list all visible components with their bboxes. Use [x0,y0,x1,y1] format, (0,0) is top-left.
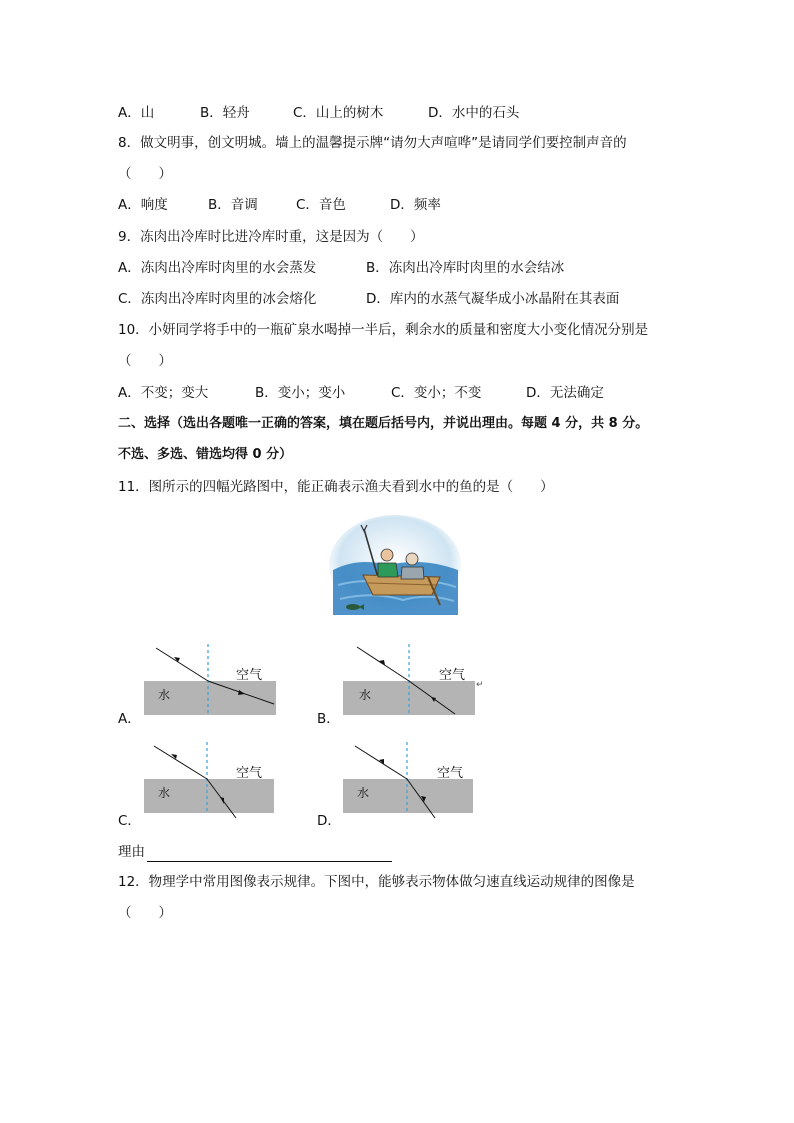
section-heading-cont: 不选、多选、错选均得 0 分） [118,447,293,462]
answer-blank: （ ） [118,166,172,182]
air-label: 空气 [236,668,263,683]
option: D．库内的水蒸气凝华成小冰晶附在其表面 [366,291,620,307]
choice-label: C． [118,813,141,829]
question-stem: 8．做文明事，创文明城。墙上的温馨提示牌“请勿大声喧哗”是请同学们要控制声音的 [118,135,627,151]
option: C．山上的树木 [293,105,384,121]
option: B．冻肉出冷库时肉里的水会结冰 [366,260,565,276]
question-stem: 11．图所示的四幅光路图中，能正确表示渔夫看到水中的鱼的是（ ） [118,479,554,495]
option: C．音色 [296,197,346,213]
choice-label: A． [118,711,141,727]
option: B．音调 [208,197,258,213]
air-label: 空气 [236,766,263,781]
answer-blank: （ ） [118,905,172,921]
reason-label: 理由 [118,844,145,860]
q7-options [118,103,519,123]
reason-answer-line[interactable] [147,847,392,862]
option: D．水中的石头 [428,105,520,121]
option: A．冻肉出冷库时肉里的水会蒸发 [118,260,317,276]
option: A．山 [118,105,155,121]
air-label: 空气 [437,766,464,781]
option: D．无法确定 [526,385,604,401]
option: C．冻肉出冷库时肉里的冰会熔化 [118,291,317,307]
reason-row [118,842,392,862]
question-stem: 10．小妍同学将手中的一瓶矿泉水喝掉一半后，剩余水的质量和密度大小变化情况分别是 [118,322,649,338]
answer-blank: （ ） [118,353,172,369]
option: C．变小；不变 [391,385,482,401]
section-heading: 二、选择（选出各题唯一正确的答案，填在题后括号内，并说出理由。每题 4 分，共 8 分。 [118,416,649,431]
water-label: 水 [357,786,370,800]
question-stem: 9．冻肉出冷库时比进冷库时重，这是因为（ ） [118,229,424,245]
question-stem: 12．物理学中常用图像表示规律。下图中，能够表示物体做匀速直线运动规律的图像是 [118,874,635,890]
option: A．响度 [118,197,168,213]
option: B．变小；变小 [255,385,346,401]
diagram-c-drawing [144,742,279,820]
water-label: 水 [158,688,171,702]
svg-text:↵: ↵ [476,680,484,690]
air-label: 空气 [439,668,466,683]
option: D．频率 [390,197,441,213]
fisherman-illustration [328,515,463,620]
q9-options-row1 [118,258,564,278]
diagram-d-drawing [343,742,478,820]
water-label: 水 [158,786,171,800]
q9-options-row2 [118,289,619,309]
light-path-diagram-b[interactable] [343,644,484,719]
option: B．轻舟 [200,105,250,121]
choice-label: B． [317,711,340,727]
light-path-diagram-d[interactable] [343,742,478,820]
option: A．不变；变大 [118,385,209,401]
choice-label: D． [317,813,341,829]
q8-options [118,195,441,215]
water-label: 水 [359,688,372,702]
light-path-diagram-a[interactable] [144,644,279,719]
light-path-diagram-c[interactable] [144,742,279,820]
q10-options [118,383,604,403]
